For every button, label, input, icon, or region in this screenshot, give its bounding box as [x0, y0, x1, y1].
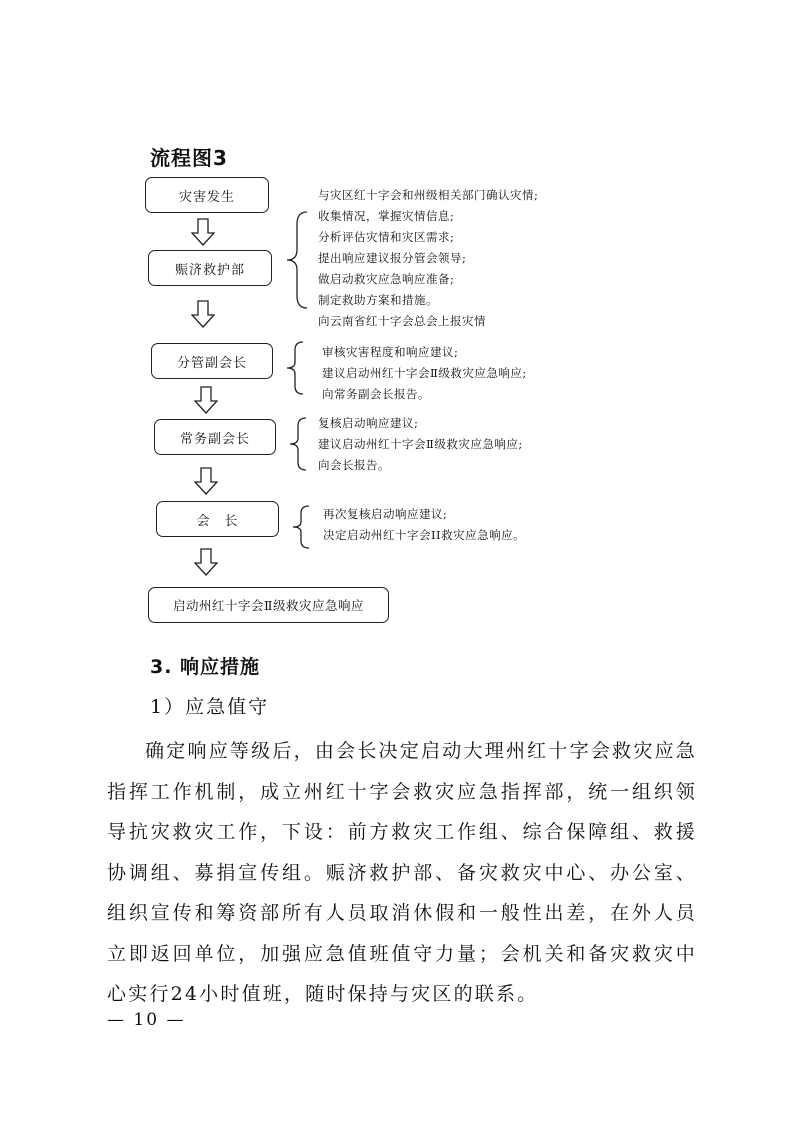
- flow-box-president: [156, 501, 279, 537]
- notes-disaster: [318, 185, 538, 332]
- notes-vice-president: [322, 342, 527, 405]
- down-arrow-icon: [191, 218, 215, 246]
- note-line: 提出响应建议报分管会领导;: [318, 251, 467, 265]
- note-line: 向会长报告。: [318, 458, 390, 472]
- notes-president: [323, 504, 525, 546]
- note-line: 再次复核启动响应建议;: [323, 507, 448, 521]
- note-line: 复核启动响应建议;: [318, 416, 419, 430]
- flowchart-title: 流程图3: [150, 146, 228, 170]
- down-arrow-icon: [194, 548, 218, 576]
- note-line: 向云南省红十字会总会上报灾情: [318, 314, 486, 328]
- note-line: 建议启动州红十字会Ⅱ级救灾应急响应;: [318, 437, 523, 451]
- note-line: 收集情况，掌握灾情信息;: [318, 209, 455, 223]
- flow-box-relief-dept: [148, 250, 272, 286]
- flow-box-label: 灾害发生: [178, 189, 235, 205]
- notes-executive-vice-president: [318, 413, 523, 476]
- note-line: 与灾区红十字会和州级相关部门确认灾情;: [318, 188, 539, 202]
- down-arrow-icon: [194, 386, 218, 414]
- note-line: 向常务副会长报告。: [322, 387, 430, 401]
- flow-box-launch-response: [148, 587, 389, 623]
- flow-box-vice-president: [151, 343, 273, 379]
- note-line: 制定救助方案和措施。: [318, 293, 438, 307]
- section-heading: 3. 响应措施: [150, 656, 261, 678]
- flow-box-label: 赈济救护部: [174, 262, 245, 278]
- flow-box-disaster: [145, 177, 269, 213]
- flow-box-label: 启动州红十字会Ⅱ级救灾应急响应: [173, 598, 364, 613]
- note-line: 建议启动州红十字会Ⅱ级救灾应急响应;: [322, 366, 527, 380]
- body-paragraph: 确定响应等级后，由会长决定启动大理州红十字会救灾应急指挥工作机制，成立州红十字会救灾应急指挥部，统一组织领导抗灾救灾工作，下设：前方救灾工作组、综合保障组、救援协调组、募捐宣传组。赈济救护部、备灾救灾中心、办公室、组织宣传和筹资部所有人员取消休假和一般性出差，在外人员立即返回单位，加强应急值班值守力量；会机关和备灾救灾中心实行24小时值班，随时保持与灾区的联系。: [107, 740, 697, 1005]
- flow-box-label: 常务副会长: [179, 431, 250, 447]
- down-arrow-icon: [191, 300, 215, 328]
- down-arrow-icon: [194, 467, 218, 495]
- flow-box-label: 会 长: [196, 513, 239, 529]
- page-number: — 10 —: [107, 1010, 186, 1030]
- left-brace-icon: [288, 416, 308, 472]
- left-brace-icon: [285, 210, 309, 310]
- left-brace-icon: [285, 340, 305, 396]
- note-line: 分析评估灾情和灾区需求;: [318, 230, 455, 244]
- section-subheading: 1）应急值守: [150, 696, 270, 718]
- note-line: 审核灾害程度和响应建议;: [322, 345, 459, 359]
- note-line: 决定启动州红十字会II救灾应急响应。: [323, 528, 526, 542]
- left-brace-icon: [291, 504, 311, 550]
- flow-box-executive-vice-president: [154, 419, 276, 455]
- note-line: 做启动救灾应急响应准备;: [318, 272, 455, 286]
- flow-box-label: 分管副会长: [176, 355, 247, 371]
